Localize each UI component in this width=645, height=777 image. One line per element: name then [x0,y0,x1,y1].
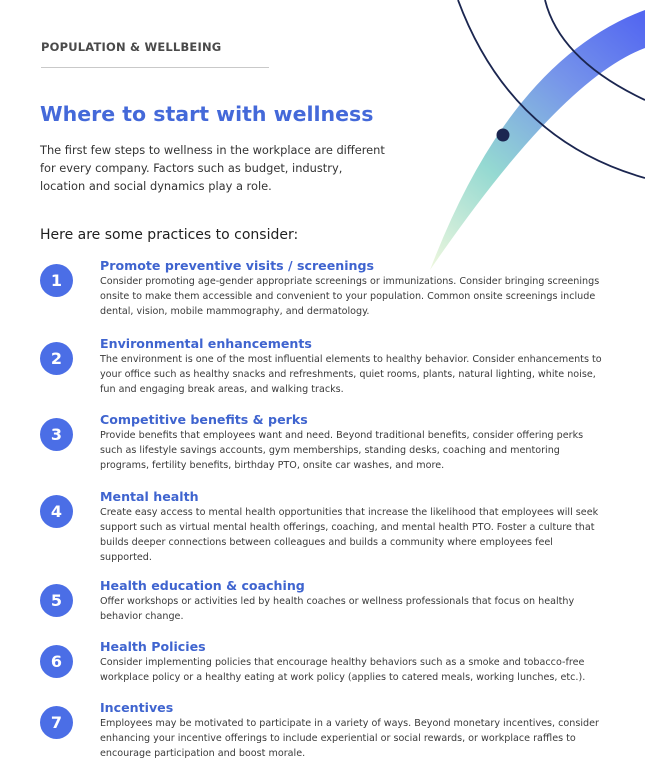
practice-title: Promote preventive visits / screenings [100,258,375,273]
practice-body: Employees may be motivated to participate in a variety of ways. Beyond monetary incentives, consider enhancing your incentive offerings to include experiential or social rewards, or workplace raffles to encourage participation and boost morale. [100,718,599,759]
arc-node-dot [497,129,510,142]
number-badge: 4 [40,495,73,528]
practice-body: Provide benefits that employees want and need. Beyond traditional benefits, consider offering perks such as lifestyle savings accounts, gym memberships, standing desks, coaching and mentoring programs, fertility benefits, birthday PTO, onsite car washes, and more. [100,430,584,471]
gradient-arc-band [430,10,645,270]
practice-body: The environment is one of the most influential elements to healthy behavior. Consider enhancements to your office such as healthy snacks and refreshments, quiet rooms, plants, natural lighting, white noise, fun and engaging break areas, and walking tracks. [100,354,602,395]
practice-title: Health education & coaching [100,578,305,593]
practice-body: Offer workshops or activities led by health coaches or wellness professionals that focus on healthy behavior change. [100,596,575,622]
number-badge: 7 [40,706,73,739]
page-title: Where to start with wellness [40,102,374,126]
practice-title: Competitive benefits & perks [100,412,308,427]
dark-arc-outer [545,0,645,100]
practice-body: Consider promoting age-gender appropriate screenings or immunizations. Consider bringing screenings onsite to make them accessible and convenient to your population. Common onsite screenings include dental, vision, mobile mammography, and dermatology. [100,276,600,317]
practice-title: Mental health [100,489,199,504]
section-eyebrow: POPULATION & WELLBEING [41,40,222,54]
practices-subheading: Here are some practices to consider: [40,227,299,243]
intro-paragraph: The first few steps to wellness in the workplace are different for every company. Factors such as budget, industry, location and social dynamics play a role. [40,143,385,193]
eyebrow-divider [41,67,269,68]
practice-title: Health Policies [100,639,206,654]
number-badge: 2 [40,342,73,375]
number-badge: 6 [40,645,73,678]
practice-title: Environmental enhancements [100,336,312,351]
practice-title: Incentives [100,700,174,715]
practice-body: Create easy access to mental health opportunities that increase the likelihood that employees will seek support such as virtual mental health offerings, coaching, and mental health PTO. Foster a culture that builds deeper connections between colleagues and builds a community where employees feel supported. [100,507,599,563]
practice-body: Consider implementing policies that encourage healthy behaviors such as a smoke and tobacco-free workplace policy or a healthy eating at work policy (applies to catered meals, working lunches, etc.). [100,657,586,683]
number-badge: 3 [40,418,73,451]
dark-arc-inner [458,0,645,178]
number-badge: 5 [40,584,73,617]
number-badge: 1 [40,264,73,297]
